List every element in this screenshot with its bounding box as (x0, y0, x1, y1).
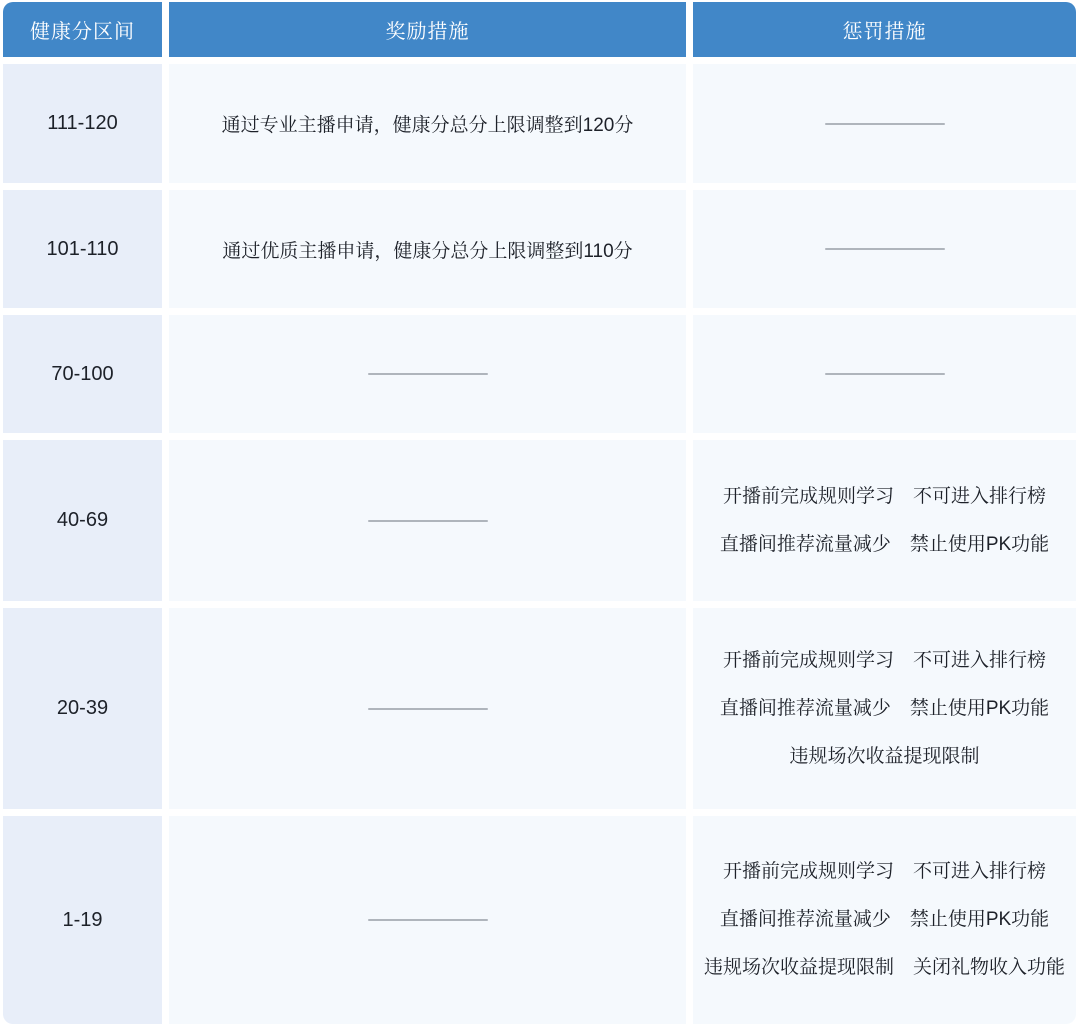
empty-dash (825, 123, 945, 125)
health-score-table (3, 2, 1076, 1024)
empty-dash (368, 520, 488, 522)
penalty-lines (720, 637, 1049, 781)
penalty-line: 开播前完成规则学习 不可进入排行榜 (722, 485, 1046, 507)
range-cell-70-100: 70-100 (3, 315, 162, 433)
empty-dash (825, 248, 945, 250)
range-cell-111-120: 111-120 (3, 64, 162, 183)
header-col-reward: 奖励措施 (169, 2, 686, 57)
range-cell-101-110: 101-110 (3, 190, 162, 308)
penalty-cell-20-39 (693, 608, 1076, 809)
header-col-penalty: 惩罚措施 (693, 2, 1076, 57)
reward-cell-1-19 (169, 816, 686, 1024)
penalty-cell-111-120 (693, 64, 1076, 183)
penalty-line: 开播前完成规则学习 不可进入排行榜 (722, 861, 1046, 882)
range-cell-40-69: 40-69 (3, 440, 162, 601)
penalty-line: 违规场次收益提现限制 关闭礼物收入功能 (703, 957, 1065, 978)
empty-dash (368, 708, 488, 710)
penalty-cell-70-100 (693, 315, 1076, 433)
penalty-lines (704, 848, 1065, 992)
range-cell-20-39: 20-39 (3, 608, 162, 809)
reward-cell-40-69 (169, 440, 686, 601)
empty-dash (368, 373, 488, 375)
empty-dash (368, 919, 488, 921)
penalty-line: 违规场次收益提现限制 (789, 745, 980, 767)
penalty-line: 直播间推荐流量减少 禁止使用PK功能 (719, 533, 1050, 555)
reward-cell-101-110 (169, 190, 686, 308)
reward-text: 通过专业主播申请，健康分总分上限调整到120分 (221, 115, 634, 136)
empty-dash (825, 373, 945, 375)
reward-cell-70-100 (169, 315, 686, 433)
penalty-line: 直播间推荐流量减少 禁止使用PK功能 (719, 909, 1050, 930)
penalty-cell-101-110 (693, 190, 1076, 308)
penalty-cell-40-69 (693, 440, 1076, 601)
reward-cell-20-39 (169, 608, 686, 809)
range-cell-1-19: 1-19 (3, 816, 162, 1024)
penalty-line: 开播前完成规则学习 不可进入排行榜 (722, 649, 1046, 671)
penalty-line: 直播间推荐流量减少 禁止使用PK功能 (719, 697, 1050, 719)
header-col-range: 健康分区间 (3, 2, 162, 57)
penalty-cell-1-19 (693, 816, 1076, 1024)
penalty-lines (720, 473, 1049, 569)
reward-text: 通过优质主播申请，健康分总分上限调整到110分 (222, 240, 633, 262)
reward-cell-111-120 (169, 64, 686, 183)
